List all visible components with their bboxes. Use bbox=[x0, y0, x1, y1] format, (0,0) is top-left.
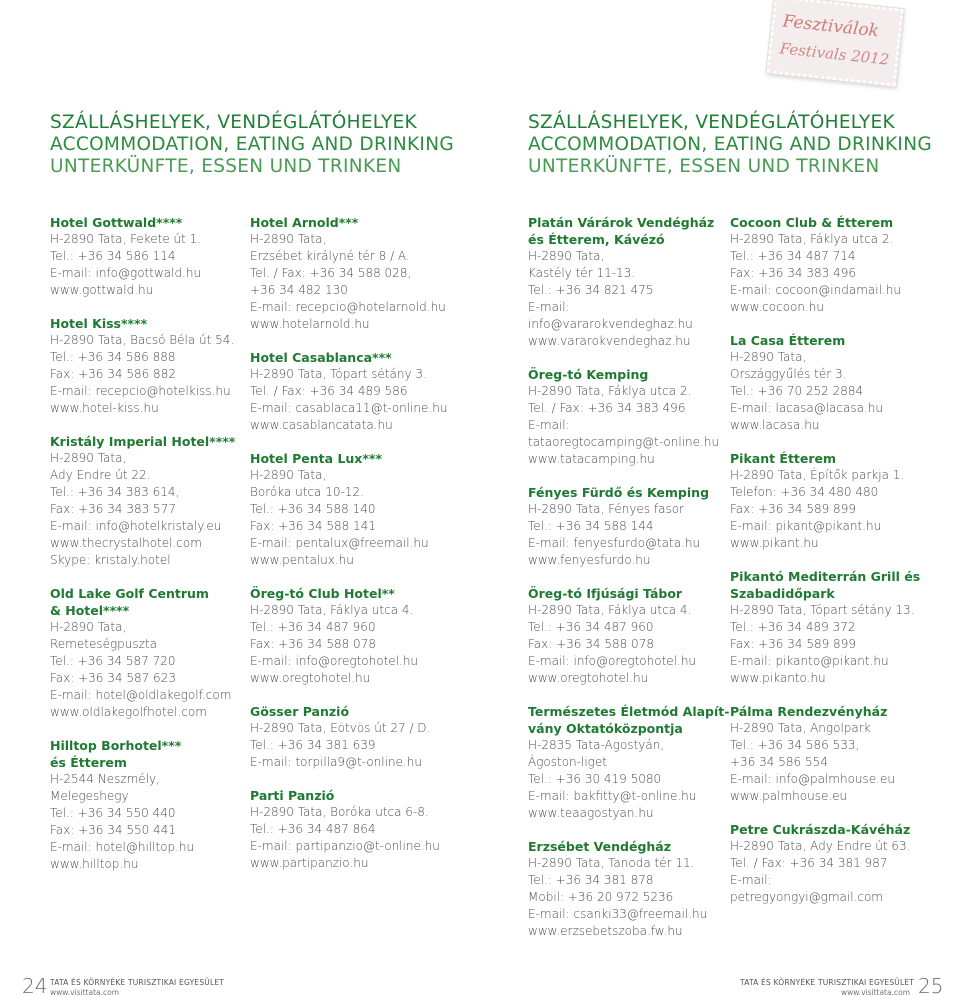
listing-detail-line: H-2544 Neszmély, bbox=[50, 772, 160, 786]
listing-detail-line: H-2890 Tata, bbox=[50, 451, 127, 465]
listing-name: Old Lake Golf Centrum bbox=[50, 586, 209, 601]
listing-entry bbox=[730, 332, 950, 434]
listing-detail-line: H-2890 Tata, Fekete út 1. bbox=[50, 232, 202, 246]
listing-detail-line: Tel. / Fax: +36 34 588 028, bbox=[250, 266, 412, 280]
listing-detail-line: Telefon: +36 34 480 480 bbox=[730, 485, 879, 499]
listing-entry bbox=[250, 450, 470, 569]
listing-detail-line: Tel.: +36 34 383 614, bbox=[50, 485, 180, 499]
listing-entry bbox=[528, 214, 748, 350]
listing-contact-link[interactable]: www.pentalux.hu bbox=[250, 553, 354, 567]
listing-detail-line: H-2890 Tata, bbox=[730, 350, 807, 364]
listing-contact-link[interactable]: E-mail: pikant@pikant.hu bbox=[730, 519, 882, 533]
listing-entry bbox=[250, 703, 470, 771]
listing-name: Parti Panzió bbox=[250, 788, 335, 803]
listing-detail-line: Tel.: +36 34 487 960 bbox=[528, 620, 654, 634]
listing-detail-line: Ady Endre út 22. bbox=[50, 468, 151, 482]
listing-name: Hotel Penta Lux*** bbox=[250, 451, 382, 466]
listing-contact-link[interactable]: www.tatacamping.hu bbox=[528, 452, 655, 466]
listing-name: Pikantó Mediterrán Grill és bbox=[730, 569, 921, 584]
listing-detail-line: Erzsébet királyné tér 8 / A. bbox=[250, 249, 410, 263]
listing-detail-line: E-mail: bbox=[528, 418, 570, 432]
listing-name: Hotel Arnold*** bbox=[250, 215, 359, 230]
listing-entry bbox=[730, 214, 950, 316]
header-line-hungarian: SZÁLLÁSHELYEK, VENDÉGLÁTÓHELYEK bbox=[50, 112, 417, 133]
right-page bbox=[480, 0, 960, 995]
listing-detail-line: H-2890 Tata, Boróka utca 6-8. bbox=[250, 805, 429, 819]
listing-detail-line: H-2890 Tata, bbox=[528, 249, 605, 263]
listing-detail-line: Tel.: +36 34 588 144 bbox=[528, 519, 654, 533]
listing-detail-line: Tel.: +36 70 252 2884 bbox=[730, 384, 864, 398]
footer-organization: TATA ÉS KÖRNYÉKE TURISZTIKAI EGYESÜLET bbox=[740, 978, 915, 987]
listing-contact-link[interactable]: E-mail: info@oregtohotel.hu bbox=[528, 654, 697, 668]
listing-name: Gösser Panzió bbox=[250, 704, 350, 719]
listing-detail-line: Fax: +36 34 586 882 bbox=[50, 367, 176, 381]
listing-detail-line: Remeteségpuszta bbox=[50, 637, 158, 651]
listing-entry bbox=[730, 821, 950, 906]
listing-detail-line: Tel.: +36 34 381 878 bbox=[528, 873, 654, 887]
stamp-line-1: Fesztiválok bbox=[781, 11, 880, 42]
listing-detail-line: Fax: +36 34 588 141 bbox=[250, 519, 376, 533]
listing-column-3 bbox=[528, 214, 748, 956]
listing-contact-link[interactable]: www.hotel-kiss.hu bbox=[50, 401, 159, 415]
header-line-german: UNTERKÜNFTE, ESSEN UND TRINKEN bbox=[50, 156, 402, 177]
listing-entry bbox=[50, 737, 270, 873]
listing-detail-line: Tel.: +36 34 586 533, bbox=[730, 738, 860, 752]
listing-detail-line: Tel.: +36 34 550 440 bbox=[50, 806, 176, 820]
listing-contact-link[interactable]: E-mail: lacasa@lacasa.hu bbox=[730, 401, 883, 415]
listing-contact-link[interactable]: E-mail: info@hotelkristaly.eu bbox=[50, 519, 222, 533]
listing-detail-line: H-2890 Tata, bbox=[50, 620, 127, 634]
listing-detail-line: Tel.: +36 30 419 5080 bbox=[528, 772, 662, 786]
listing-detail-line: H-2890 Tata, Építők parkja 1. bbox=[730, 468, 905, 482]
section-header bbox=[50, 112, 454, 178]
listing-detail-line: Tel.: +36 34 487 960 bbox=[250, 620, 376, 634]
listing-detail-line: H-2890 Tata, Tópart sétány 13. bbox=[730, 603, 915, 617]
listing-contact-link[interactable]: petregyongyi@gmail.com bbox=[730, 890, 883, 904]
header-line-german: UNTERKÜNFTE, ESSEN UND TRINKEN bbox=[528, 156, 880, 177]
listing-detail-line: Tel. / Fax: +36 34 383 496 bbox=[528, 401, 686, 415]
listing-contact-link[interactable]: www.oregtohotel.hu bbox=[250, 671, 371, 685]
listing-detail-line: Tel. / Fax: +36 34 381 987 bbox=[730, 856, 888, 870]
listing-entry bbox=[50, 585, 270, 721]
listing-detail-line: H-2890 Tata, bbox=[250, 232, 327, 246]
listing-contact-link[interactable]: E-mail: info@gottwald.hu bbox=[50, 266, 202, 280]
listing-contact-link[interactable]: www.partipanzio.hu bbox=[250, 856, 369, 870]
listing-name: vány Oktatóközpontja bbox=[528, 721, 683, 736]
listing-entry bbox=[250, 585, 470, 687]
listing-entry bbox=[250, 787, 470, 872]
listing-entry bbox=[528, 366, 748, 468]
listing-name: és Étterem bbox=[50, 755, 127, 770]
listing-detail-line: Kastély tér 11-13. bbox=[528, 266, 636, 280]
section-header bbox=[528, 112, 932, 178]
listing-contact-link[interactable]: www.gottwald.hu bbox=[50, 283, 154, 297]
listing-contact-link[interactable]: E-mail: fenyesfurdo@tata.hu bbox=[528, 536, 701, 550]
listing-contact-link[interactable]: www.casablancatata.hu bbox=[250, 418, 393, 432]
listing-detail-line: Tel. / Fax: +36 34 489 586 bbox=[250, 384, 408, 398]
listing-contact-link[interactable]: E-mail: recepcio@hotelkiss.hu bbox=[50, 384, 231, 398]
listing-detail-line: H-2890 Tata, Fáklya utca 4. bbox=[250, 603, 414, 617]
listing-name: Öreg-tó Kemping bbox=[528, 367, 649, 382]
listing-contact-link[interactable]: E-mail: csanki33@freemail.hu bbox=[528, 907, 708, 921]
listing-entry bbox=[250, 349, 470, 434]
listing-contact-link[interactable]: E-mail: partipanzio@t-online.hu bbox=[250, 839, 440, 853]
listing-name: Hotel Kiss**** bbox=[50, 316, 148, 331]
listing-contact-link[interactable]: E-mail: hotel@hilltop.hu bbox=[50, 840, 195, 854]
listing-detail-line: Fax: +36 34 383 496 bbox=[730, 266, 856, 280]
footer-website-link[interactable]: www.visittata.com bbox=[50, 988, 120, 995]
listing-name: Pikant Étterem bbox=[730, 451, 837, 466]
listing-detail-line: Fax: +36 34 588 078 bbox=[528, 637, 654, 651]
header-line-english: ACCOMMODATION, EATING AND DRINKING bbox=[528, 134, 932, 155]
listing-entry bbox=[50, 315, 270, 417]
listing-entry bbox=[528, 585, 748, 687]
listing-detail-line: Tel.: +36 34 487 864 bbox=[250, 822, 376, 836]
listing-contact-link[interactable]: www.fenyesfurdo.hu bbox=[528, 553, 651, 567]
listing-contact-link[interactable]: E-mail: hotel@oldlakegolf.com bbox=[50, 688, 232, 702]
listing-detail-line: H-2890 Tata, Tanoda tér 11. bbox=[528, 856, 695, 870]
listing-contact-link[interactable]: www.erzsebetszoba.fw.hu bbox=[528, 924, 683, 938]
footer-organization: TATA ÉS KÖRNYÉKE TURISZTIKAI EGYESÜLET bbox=[50, 978, 225, 987]
listing-contact-link[interactable]: E-mail: cocoon@indamail.hu bbox=[730, 283, 901, 297]
listing-name: Öreg-tó Ifjúsági Tábor bbox=[528, 586, 683, 601]
listing-detail-line: Skype: kristaly.hotel bbox=[50, 553, 171, 567]
listing-detail-line: Ágoston-liget bbox=[528, 755, 607, 769]
listing-detail-line: E-mail: bbox=[528, 300, 570, 314]
listing-name: La Casa Étterem bbox=[730, 333, 846, 348]
listing-contact-link[interactable]: E-mail: pikanto@pikant.hu bbox=[730, 654, 889, 668]
listing-detail-line: H-2835 Tata-Agostyán, bbox=[528, 738, 665, 752]
listing-name: Petre Cukrászda-Kávéház bbox=[730, 822, 911, 837]
listing-contact-link[interactable]: E-mail: info@oregtohotel.hu bbox=[250, 654, 419, 668]
listing-detail-line: H-2890 Tata, bbox=[250, 468, 327, 482]
listing-detail-line: H-2890 Tata, Tópart sétány 3. bbox=[250, 367, 427, 381]
listing-contact-link[interactable]: E-mail: recepcio@hotelarnold.hu bbox=[250, 300, 446, 314]
listing-contact-link[interactable]: info@vararokvendeghaz.hu bbox=[528, 317, 693, 331]
stamp-line-2: Festivals 2012 bbox=[778, 39, 891, 69]
listing-contact-link[interactable]: www.palmhouse.eu bbox=[730, 789, 848, 803]
listing-contact-link[interactable]: www.thecrystalhotel.com bbox=[50, 536, 202, 550]
listing-contact-link[interactable]: www.vararokvendeghaz.hu bbox=[528, 334, 691, 348]
festivals-stamp bbox=[766, 0, 903, 87]
listing-detail-line: H-2890 Tata, Ady Endre út 63. bbox=[730, 839, 911, 853]
listing-contact-link[interactable]: E-mail: torpilla9@t-online.hu bbox=[250, 755, 422, 769]
listing-contact-link[interactable]: www.hotelarnold.hu bbox=[250, 317, 370, 331]
listing-name: és Étterem, Kávézó bbox=[528, 232, 665, 247]
listing-detail-line: H-2890 Tata, Bacsó Béla út 54. bbox=[50, 333, 235, 347]
footer-website-link[interactable]: www.visittata.com bbox=[840, 988, 910, 995]
listing-contact-link[interactable]: tataoregtocamping@t-online.hu bbox=[528, 435, 720, 449]
listing-entry bbox=[528, 838, 748, 940]
page-number: 24 bbox=[22, 974, 48, 995]
listing-detail-line: Fax: +36 34 383 577 bbox=[50, 502, 176, 516]
listing-name: Hotel Gottwald**** bbox=[50, 215, 183, 230]
listing-column-4 bbox=[730, 214, 950, 922]
listing-entry bbox=[730, 450, 950, 552]
header-line-english: ACCOMMODATION, EATING AND DRINKING bbox=[50, 134, 454, 155]
listing-detail-line: E-mail: bbox=[730, 873, 772, 887]
listing-contact-link[interactable]: www.teaagostyan.hu bbox=[528, 806, 654, 820]
listing-detail-line: Fax: +36 34 589 899 bbox=[730, 502, 856, 516]
listing-detail-line: Fax: +36 34 588 078 bbox=[250, 637, 376, 651]
listing-detail-line: H-2890 Tata, Fáklya utca 4. bbox=[528, 603, 692, 617]
listing-detail-line: Fax: +36 34 589 899 bbox=[730, 637, 856, 651]
listing-detail-line: Tel.: +36 34 487 714 bbox=[730, 249, 856, 263]
listing-detail-line: H-2890 Tata, Fényes fasor bbox=[528, 502, 684, 516]
listing-name: Erzsébet Vendégház bbox=[528, 839, 671, 854]
listing-contact-link[interactable]: www.hilltop.hu bbox=[50, 857, 139, 871]
listing-name: Szabadidőpark bbox=[730, 586, 835, 601]
listing-detail-line: Melegeshegy bbox=[50, 789, 129, 803]
listing-entry bbox=[50, 433, 270, 569]
listing-detail-line: Mobil: +36 20 972 5236 bbox=[528, 890, 674, 904]
listing-detail-line: Boróka utca 10-12. bbox=[250, 485, 364, 499]
listing-entry bbox=[528, 484, 748, 569]
listing-name: Cocoon Club & Étterem bbox=[730, 215, 894, 230]
listing-column-1 bbox=[50, 214, 270, 889]
listing-detail-line: Tel.: +36 34 489 372 bbox=[730, 620, 856, 634]
listing-contact-link[interactable]: www.oregtohotel.hu bbox=[528, 671, 649, 685]
listing-name: Platán Várárok Vendégház bbox=[528, 215, 715, 230]
listing-entry bbox=[250, 214, 470, 333]
listing-name: Öreg-tó Club Hotel** bbox=[250, 586, 395, 601]
listing-contact-link[interactable]: E-mail: pentalux@freemail.hu bbox=[250, 536, 429, 550]
listing-detail-line: Tel.: +36 34 821 475 bbox=[528, 283, 654, 297]
listing-name: & Hotel**** bbox=[50, 603, 130, 618]
listing-detail-line: Tel.: +36 34 586 114 bbox=[50, 249, 176, 263]
listing-contact-link[interactable]: www.oldlakegolfhotel.com bbox=[50, 705, 207, 719]
listing-contact-link[interactable]: www.pikant.hu bbox=[730, 536, 819, 550]
listing-name: Hotel Casablanca*** bbox=[250, 350, 392, 365]
listing-detail-line: +36 34 586 554 bbox=[730, 755, 828, 769]
listing-detail-line: H-2890 Tata, Fáklya utca 2. bbox=[730, 232, 894, 246]
listing-detail-line: H-2890 Tata, Angolpark bbox=[730, 721, 871, 735]
listing-detail-line: H-2890 Tata, Fáklya utca 2. bbox=[528, 384, 692, 398]
listing-contact-link[interactable]: E-mail: casablaca11@t-online.hu bbox=[250, 401, 448, 415]
listing-detail-line: Fax: +36 34 550 441 bbox=[50, 823, 176, 837]
listing-detail-line: Tel.: +36 34 587 720 bbox=[50, 654, 176, 668]
listing-entry bbox=[730, 568, 950, 687]
header-line-hungarian: SZÁLLÁSHELYEK, VENDÉGLÁTÓHELYEK bbox=[528, 112, 895, 133]
listing-entry bbox=[730, 703, 950, 805]
listing-entry bbox=[50, 214, 270, 299]
listing-name: Természetes Életmód Alapít- bbox=[528, 704, 730, 719]
listing-contact-link[interactable]: www.pikanto.hu bbox=[730, 671, 826, 685]
listing-contact-link[interactable]: E-mail: info@palmhouse.eu bbox=[730, 772, 895, 786]
listing-contact-link[interactable]: www.cocoon.hu bbox=[730, 300, 825, 314]
listing-detail-line: Fax: +36 34 587 623 bbox=[50, 671, 176, 685]
listing-name: Kristály Imperial Hotel**** bbox=[50, 434, 236, 449]
listing-detail-line: +36 34 482 130 bbox=[250, 283, 348, 297]
listing-name: Fényes Fürdő és Kemping bbox=[528, 485, 710, 500]
listing-detail-line: Tel.: +36 34 381 639 bbox=[250, 738, 376, 752]
listing-detail-line: Tel.: +36 34 588 140 bbox=[250, 502, 376, 516]
listing-detail-line: Tel.: +36 34 586 888 bbox=[50, 350, 176, 364]
listing-column-2 bbox=[250, 214, 470, 888]
listing-name: Pálma Rendezvényház bbox=[730, 704, 888, 719]
listing-name: Hilltop Borhotel*** bbox=[50, 738, 182, 753]
listing-detail-line: H-2890 Tata, Eötvös út 27 / D. bbox=[250, 721, 431, 735]
page-number: 25 bbox=[918, 974, 944, 995]
listing-detail-line: Országgyűlés tér 3. bbox=[730, 367, 847, 381]
listing-contact-link[interactable]: www.lacasa.hu bbox=[730, 418, 820, 432]
listing-entry bbox=[528, 703, 748, 822]
listing-contact-link[interactable]: E-mail: bakfitty@t-online.hu bbox=[528, 789, 697, 803]
